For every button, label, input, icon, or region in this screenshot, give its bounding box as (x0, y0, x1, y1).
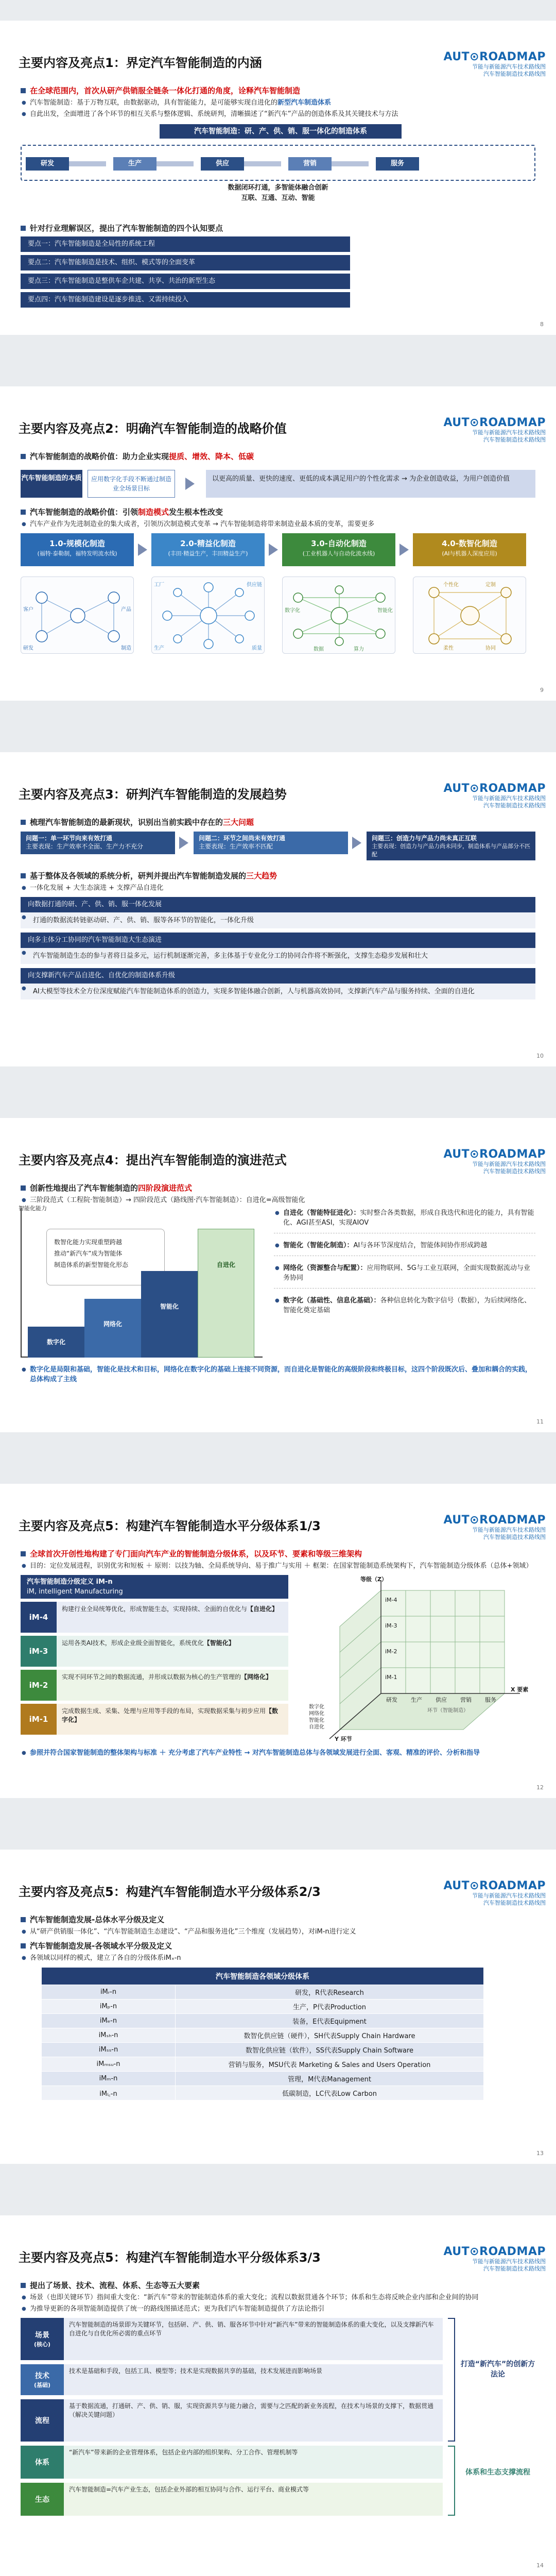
level-iM-2: iM-2 实现不同环节之间的数据流通，并形成以数据为核心的生产管理的【网络化】 (21, 1670, 288, 1701)
element-process: 流程 基于数据流通，打通研、产、供、销、服，实现资源共享与能力融合，需要与之匹配的新业务流程，在技术与场景的支撑下，数据贯通（解决关键问题） (21, 2399, 443, 2442)
stage-desc-3: ● 智能化（智能化制造）：AI与各环节深度结合，智能体间协作形成跨越 (274, 1241, 535, 1256)
problems-row (21, 832, 535, 866)
stage-research: 研发 (26, 157, 69, 171)
network-graph-2: 工厂 供应链 生产 质量 (151, 577, 265, 654)
slide-title: 主要内容及亮点5：构建汽车智能制造水平分级体系3/3 (19, 2250, 321, 2265)
page-number: 14 (536, 2562, 544, 2569)
page-number: 9 (540, 687, 544, 693)
brand-logo: AUT⊙ROADMAP 节能与新能源汽车技术路线图 汽车智能制造技术路线图 (443, 1148, 546, 1175)
flow-arrow (155, 161, 194, 166)
point-1: 要点一：汽车智能制造是全局性的系统工程 (21, 236, 350, 252)
stage-desc-2: ● 网络化（资源整合与配置）：应用物联网、5G与工业互联网，全面实现数据流动与业务协同 (274, 1263, 535, 1289)
table-row: iMₗ꜀-n 低碳制造，LC代表Low Carbon (42, 2086, 484, 2100)
brace-bottom (448, 2446, 455, 2516)
domain-level-table (41, 1967, 484, 2100)
table-row: iMₘ-n 管理，M代表Management (42, 2072, 484, 2086)
level-title: 汽车智能制造分级定义 iM-n iM, intelligent Manufacturing (21, 1575, 288, 1599)
stage-descriptions (274, 1208, 535, 1317)
stage-desc-1: ● 数字化（基础性、信息化基础）：各种信息转化为数字信号（数据），为后续网络化、智能化奠定基础 (274, 1296, 535, 1315)
heading: 基于整体及各领域的系统分析，研判并提出汽车智能制造发展的 三大趋势 (21, 871, 535, 881)
table-row: iMₛₕ-n 数智化供应链（硬件），SH代表Supply Chain Hardware (42, 2028, 484, 2043)
diagram-top-label: 汽车智能制造：研、产、供、销、服一体化的制造体系 (160, 124, 402, 139)
slide-5 (0, 1484, 556, 1798)
slide-title: 主要内容及亮点3：研判汽车智能制造的发展趋势 (19, 787, 287, 802)
step-intelligent: 智能化 (141, 1271, 198, 1358)
paragraph: ● 参照并符合国家智能制造的整体架构与标准 ＋ 充分考虑了汽车产业特性 → 对汽车智能制造总体与各领域发展进行全面、客观、精准的评价、分析和指导 (21, 1748, 535, 1758)
brand-logo: AUT⊙ROADMAP 节能与新能源汽车技术路线图 汽车智能制造技术路线图 (443, 782, 546, 809)
essence-label: 汽车智能制造的本质 (21, 470, 82, 498)
element-technology: 技术 (基础) 技术是基础和手段，包括工具、模型等；技术是实现数据共享的基础，技术发展进而影响场景 (21, 2364, 443, 2395)
brand-sub-1: 节能与新能源汽车技术路线图 (472, 63, 546, 70)
brand-logo: AUT⊙ROADMAP 节能与新能源汽车技术路线图 汽车智能制造技术路线图 (443, 1514, 546, 1540)
trend-1: 向数据打通的研、产、供、销、服一体化发展 (21, 897, 535, 912)
bullet-square-icon (21, 226, 26, 231)
heading: 汽车智能制造的战略价值： 助力企业实现 提质、增效、降本、低碳 (21, 451, 535, 462)
slide-3 (0, 752, 556, 1066)
essence-desc: 应用数字化手段不断通过制造业全场景目标 (88, 470, 175, 498)
element-system: 体系 “新汽车”带来新的企业管理体系，包括企业内部的组织架构、分工合作、管理机制等 (21, 2446, 443, 2479)
slide-7 (0, 2215, 556, 2576)
heading: 汽车智能制造的战略价值： 引领 制造模式 发生根本性改变 (21, 507, 535, 517)
bullet-square-icon (21, 2283, 26, 2288)
table-title: 汽车智能制造各领域分级体系 (42, 1968, 484, 1985)
step-self-evolve: 自进化 (198, 1229, 254, 1358)
brand-logo: AUT⊙ROADMAP 节能与新能源汽车技术路线图 汽车智能制造技术路线图 (443, 416, 546, 443)
brand-logo (438, 50, 546, 78)
bullet-square-icon (21, 1943, 26, 1948)
page-number: 10 (536, 1053, 544, 1059)
point-3: 要点三：汽车智能制造是整供车企共建、共享、共治的新型生态 (21, 274, 350, 289)
level-list (21, 1575, 288, 1735)
paragraph: ● 自此出发，全面增进了各个环节的相互关系与整体逻辑、系统研判，清晰描述了“新汽车”产品的创造体系及其关键技术与方法 (21, 109, 535, 119)
flow-arrow (68, 161, 106, 166)
paragraph: ● 汽车智能制造：基于万物互联，由数据驱动，具有智能能力，是可能够实现自进化的新型汽车制造体系 (21, 98, 535, 108)
page-number: 11 (536, 1418, 544, 1425)
stage-card-2: 2.0-精益化制造 (丰田·精益生产，丰田精益生产) (151, 533, 265, 566)
bullet-square-icon (21, 1551, 26, 1556)
network-graph-3: 数字化 智能化 数据 算力 (282, 577, 395, 654)
trend-2-desc: ● 汽车智能制造生态的参与者将日益多元，运行机制逐渐完善，多主体基于专业化分工的协同合作将不断强化，支撑生态稳步发展和壮大 (21, 948, 535, 964)
flow-arrow (243, 161, 281, 166)
side-label-support: 体系和生态支撑流程 (465, 2468, 530, 2477)
page-number: 8 (540, 321, 544, 328)
slide-4 (0, 1118, 556, 1432)
essence-block (21, 465, 535, 505)
level-iM-3: iM-3 运用各类AI技术，形成企业级全面智能化，系统优化【智能化】 (21, 1636, 288, 1667)
slide-title: 主要内容及亮点1：界定汽车智能制造的内涵 (19, 56, 262, 70)
table-row: iMₚ-n 生产，P代表Production (42, 1999, 484, 2014)
level-diagram (21, 1575, 535, 1745)
paragraph: ● 场景（也即关键环节）指间重大变化：“新汽车”带来的智能制造体系的重大变化；流程以数据贯通各个环节；体系和生态将反映企业内部和企业间的协同 (21, 2293, 535, 2302)
paragraph: ● 一体化发展 + 大生态演进 + 支撑产品自进化 (21, 883, 535, 893)
bullet-square-icon (21, 1185, 26, 1191)
stage-card-3: 3.0-自动化制造 (工业机器人与自动化流水线) (282, 533, 395, 566)
manufacturing-diagram (21, 124, 535, 217)
chart-notes: 数智化能力实现重塑跨越 推动“新汽车”成为智能体 制造体系的新型智能化形态 (46, 1229, 165, 1285)
brand-logo: AUT⊙ROADMAP 节能与新能源汽车技术路线图 汽车智能制造技术路线图 (443, 1879, 546, 1906)
brand-sub-2: 汽车智能制造技术路线图 (483, 71, 546, 77)
stage-card-4: 4.0-数智化制造 (AI与机器人深度应用) (413, 533, 526, 566)
paragraph: ● 从“研产供销服一体化”、“汽车智能制造生态建设”、“产品和服务进化”三个维度（发展趋势），对iM-n进行定义 (21, 1927, 535, 1937)
heading: 汽车智能制造发展-总体水平分级及定义 (21, 1914, 535, 1925)
trend-2: 向多主体分工协同的汽车智能制造大生态演进 (21, 933, 535, 948)
paragraph: ● 各领域以同样的模式，建立了各自的分级体系iMₓ-n (21, 1953, 535, 1963)
arrow-right-icon (185, 478, 195, 490)
flow-arrow (331, 161, 369, 166)
problem-3: 问题三：创造力与产品力尚未真正互联 主要表现：创造力与产品力尚未同步，制造体系与产品部分不匹配 (367, 832, 535, 860)
paragraph: ● 数字化是局限和基础，智能化是技术和目标，网络化在数字化的基础上连接不同资源，而自进化是智能化的高级阶段和终极目标，这四个阶段既次后、叠加和耦合的实践，总体构成了主线 (21, 1365, 535, 1384)
slide-title: 主要内容及亮点4：提出汽车智能制造的演进范式 (19, 1153, 287, 1167)
heading: 汽车智能制造发展-各领域水平分级及定义 (21, 1941, 535, 1951)
brand-name: AUT⊙ROADMAP (443, 50, 546, 63)
paragraph: ● 三阶段范式（工程院·智能制造）→ 四阶段范式（路线图·汽车智能制造）：自进化=高级智能化 (21, 1195, 535, 1205)
five-elements (21, 2318, 535, 2534)
axis-label: 智能化能力 (19, 1205, 47, 1212)
stage-marketing: 营销 (288, 157, 332, 171)
bullet-square-icon (21, 510, 26, 515)
3d-cube-diagram: iM-4 iM-3 iM-2 iM-1 研发 生产 供应 营销 服务 环节（智能制造） 数字化 网络化 智能化 自进化 等级（Z） X 要素 Y 环节 (309, 1576, 529, 1742)
bullet-square-icon (21, 88, 26, 93)
level-iM-1: iM-1 完成数据生成、采集、处理与应用等手段的布局，实现数据采集与初步应用【数字化】 (21, 1704, 288, 1735)
heading: 梳理汽车智能制造的最新现状，识别出当前实践中存在的 三大问题 (21, 817, 535, 827)
heading: 创新性地提出了汽车智能制造的 四阶段演进范式 (21, 1183, 535, 1193)
level-iM-4: iM-4 构建行业全局统筹优化，形成智能生态，实现持续、全面的自优化与【自进化】 (21, 1602, 288, 1633)
brace-top (448, 2318, 455, 2442)
element-ecosystem: 生态 汽车智能制造=汽车产业生态，包括企业外部的相互协同与合作、运行平台、商业模式等 (21, 2483, 443, 2516)
trend-3-desc: ● AI大模型等技术全方位深度赋能汽车智能制造体系的创造力，实现多智能体融合创新，人与机器高效协同，支撑新汽车产品与服务持续、全面的自进化 (21, 984, 535, 999)
diagram-center-text: 数据闭环打通，多智能体融合创新 互联、互通、互动、智能 (228, 184, 328, 202)
paragraph: ● 为推导更新的各项智能制造提供了统一的路线图描述范式；更为我们汽车智能制造提供了方法论指引 (21, 2304, 535, 2314)
side-label-method: 打造“新汽车”的创新方法论 (460, 2360, 535, 2379)
trend-3: 向支撑新汽车产品自进化、自优化的制造体系升级 (21, 968, 535, 984)
element-scenario: 场景 (核心) 汽车智能制造的场景即为关键环节，包括研、产、供、销、服各环节中针对“新汽车”带来的智能制造体系的重大变化，以及支撑新汽车自进化与自优化所必需的重点环节 (21, 2318, 443, 2360)
cube-y-labels: 数字化 网络化 智能化 自进化 (309, 1704, 324, 1730)
heading: 在全球范围内，首次从研产供销服全链条一体化打通的角度，诠释汽车智能制造 (21, 86, 535, 96)
stage-service: 服务 (376, 157, 419, 171)
paragraph: ● 汽车产业作为先进制造业的集大成者，引领历次制造模式变革 → 汽车智能制造将带来制造业最本质的变革，需要更多 (21, 519, 535, 529)
stage-production: 生产 (113, 157, 157, 171)
evolution-diagram (21, 533, 535, 662)
problem-1: 问题一：单一环节向来有效打通 主要表现：生产效率不全面、生产力不充分 (21, 832, 175, 854)
heading: 针对行业理解误区，提出了汽车智能制造的四个认知要点 (21, 223, 535, 233)
slide-1 (0, 21, 556, 335)
stage-desc-4: ● 自进化（智能特征进化）：实时整合各类数据，形成自我迭代和进化的能力，具有智能化、AGI甚至ASI，实现AIOV (274, 1208, 535, 1233)
point-2: 要点二：汽车智能制造是技术、组织、模式等的全面变革 (21, 255, 350, 270)
bullet-square-icon (21, 1917, 26, 1922)
heading: 全球首次开创性地构建了专门面向汽车产业的智能制造分级体系，以及环节、要素和等级三维架构 (21, 1549, 535, 1559)
heading: 提出了场景、技术、流程、体系、生态等五大要素 (21, 2280, 535, 2291)
table-row: iMᵣ-n 研发，R代表Research (42, 1985, 484, 1999)
slide-title: 主要内容及亮点5：构建汽车智能制造水平分级体系2/3 (19, 1885, 321, 1899)
network-graph-4: 个性化 定制 柔性 协同 (413, 577, 526, 654)
paragraph: ● 目的：定位发展进程，识别优劣和短板 ＋ 原则：以技为轴、全局系统导向、易于推广与实用 ＋ 框架：在国家智能制造系统架构下，汽车智能制造分级体系（总体+领域） (21, 1561, 535, 1571)
slide-6 (0, 1850, 556, 2164)
bullet-square-icon (21, 454, 26, 459)
page-number: 13 (536, 2150, 544, 2157)
problem-2: 问题二：环节之间尚未有效打通 主要表现：生产效率不匹配 (194, 832, 348, 854)
point-4: 要点四：汽车智能制造建设是逐步推进、又需持续投入 (21, 292, 350, 308)
evolution-staircase (19, 1205, 535, 1363)
page-number: 12 (536, 1784, 544, 1791)
brand-logo: AUT⊙ROADMAP 节能与新能源汽车技术路线图 汽车智能制造技术路线图 (443, 2245, 546, 2272)
bullet-square-icon (21, 873, 26, 878)
slide-title: 主要内容及亮点5：构建汽车智能制造水平分级体系1/3 (19, 1519, 321, 1533)
table-row: iMₑ-n 装备，E代表Equipment (42, 2014, 484, 2028)
slide-title: 主要内容及亮点2：明确汽车智能制造的战略价值 (19, 421, 287, 436)
bullet-square-icon (21, 820, 26, 825)
slide-2 (0, 386, 556, 701)
stage-supply: 供应 (201, 157, 244, 171)
table-row: iMₛₛ-n 数智化供应链（软件），SS代表Supply Chain Software (42, 2043, 484, 2057)
trend-1-desc: ● 打通的数据流转链驱动研、产、供、销、服等各环节的智能化，一体化升级 (21, 912, 535, 928)
essence-result: 以更高的质量、更快的速度、更低的成本满足用户的个性化需求 → 为企业创造收益，为用户创造价值 (206, 470, 535, 498)
step-network: 网络化 (84, 1299, 141, 1358)
table-row: iMₘₛᵤ-n 营销与服务，MSU代表 Marketing & Sales and Users Operation (42, 2057, 484, 2072)
network-graph-1: 客户 产品 研发 制造 (21, 577, 134, 654)
stage-card-1: 1.0-规模化制造 (福特·泰勒制，福特发明流水线) (21, 533, 134, 566)
step-digital: 数字化 (28, 1327, 84, 1358)
